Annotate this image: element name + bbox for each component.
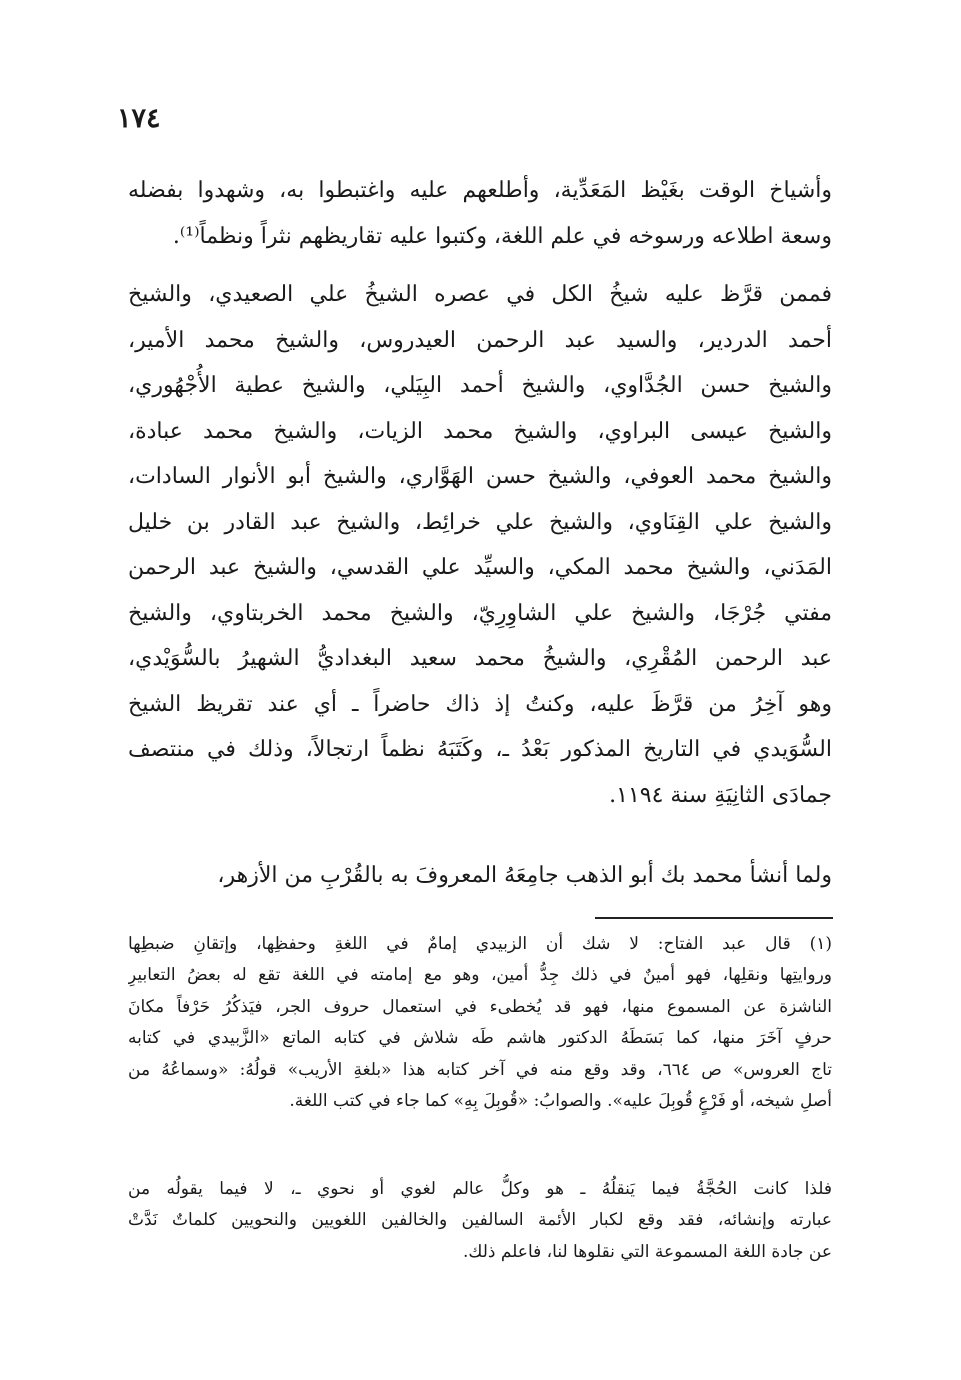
footnote-line: عبارته وإنشائه، فقد وقع لكبار الأئمة السالفين والخالفين اللغويين والنحويين كلماتٌ نَدَّتْ	[128, 1210, 832, 1231]
paragraph-intro	[128, 168, 832, 259]
footnote-line: الناشزة عن المسموع منها، فهو قد يُخطىء في استعمال حروف الجر، فيَذكُرُ حَرْفاً مكانَ	[128, 996, 832, 1017]
text-line: وهو آخِرُ من قرَّظَ عليه، وكنتُ إذ ذاك حاضراً ـ أي عند تقريظ الشيخ	[128, 691, 832, 717]
footnote-line: عن جادة اللغة المسموعة التي نقلوها لنا، فاعلم ذلك.	[462, 1241, 832, 1262]
text-line: فممن قرَّظ عليه شيخُ الكل في عصره الشيخُ علي الصعيدي، والشيخ	[128, 282, 832, 307]
text-line: جمادَى الثانِيَةِ سنة ١١٩٤.	[609, 782, 832, 808]
footnote-paragraph-1	[128, 929, 832, 1117]
text-line: والشيخ عيسى البراوي، والشيخ محمد الزيات، والشيخ محمد عبادة،	[128, 418, 832, 444]
footnote-line: تاج العروس» ص ٦٦٤، وقد وقع منه في آخر كتابه هذا «بلغةِ الأريب» قولُهُ: «وسماعُهُ من	[128, 1059, 832, 1080]
text-line: وأشياخ الوقت بغَيْظ المَعَدِّية، وأطلعهم عليه واغتبطوا به، وشهدوا بفضله	[128, 178, 832, 203]
footnote-line: فلذا كانت الحُجَّةُ فيما يَنقلُهُ ـ هو وكلُّ عالم لغوي أو نحوي ـ، لا فيما يقولُه من	[128, 1179, 832, 1199]
text-line: عبد الرحمن المُقْرِي، والشيخُ محمد سعيد البغداديُّ الشهيرُ بالسُّوَيْدي،	[128, 646, 832, 671]
paragraph-endorsers	[128, 272, 832, 818]
text-line: وسعة اطلاعه ورسوخه في علم اللغة، وكتبوا عليه تقاريظهم نثراً ونظماً⁽¹⁾.	[172, 223, 832, 249]
footnote-line: وروايتِها ونقلِها، فهو أمينٌ في ذلك جِدُّ أمين، وهو مع إمامته في اللغة تقع له بعضُ التعابيرِ	[128, 965, 832, 986]
page-number: ١٧٤	[117, 103, 161, 134]
text-line: ولما أنشأ محمد بك أبو الذهب جامِعَهُ المعروفَ به بالقُرْبِ من الأزهر،	[217, 863, 832, 888]
text-line: والشيخ حسن الجُدَّاوي، والشيخ أحمد البِيَلي، والشيخ عطية الأُجْهُوري،	[128, 373, 832, 398]
footnote-line: حرفٍ آخَرَ منها، كما بَسَطَهُ الدكتور هاشم طَه شلاش في كتابه الماتع «الزَّبيدي في كتابه	[128, 1028, 832, 1049]
text-line: المَدَني، والشيخ محمد المكي، والسيِّد علي القدسي، والشيخ عبد الرحمن	[128, 555, 832, 580]
text-line: أحمد الدردير، والسيد عبد الرحمن العيدروس، والشيخ محمد الأمير،	[128, 327, 832, 353]
text-line: السُّوَيدي في التاريخ المذكور بَعْدُ ـ، وكَتَبَهُ نظماً ارتجالاً، وذلك في منتصف	[128, 737, 832, 762]
footnote-line: (١) قال عبد الفتاح: لا شك أن الزبيدي إمامٌ في اللغةِ وحفظِها، وإتقانِ ضبطِها	[128, 934, 832, 954]
footnote-divider	[595, 917, 833, 919]
text-line: والشيخ محمد العوفي، والشيخ حسن الهَوَّاري، والشيخ أبو الأنوار السادات،	[128, 464, 832, 489]
text-line: مفتي جُرْجَا، والشيخ علي الشاوِرِيّ، والشيخ محمد الخربتاوي، والشيخ	[128, 600, 832, 626]
paragraph-mosque	[128, 853, 832, 899]
footnote-line: أصلِ شيخه، أو فَرْعٍ قُوبِلَ عليه». والصوابُ: «قُوبِلَ بِهِ» كما جاء في كتب اللغة.	[289, 1091, 832, 1112]
footnote-paragraph-2	[128, 1174, 832, 1268]
text-line: والشيخ علي القِنَاوي، والشيخ علي خرائِط، والشيخ عبد القادر بن خليل	[128, 509, 832, 535]
